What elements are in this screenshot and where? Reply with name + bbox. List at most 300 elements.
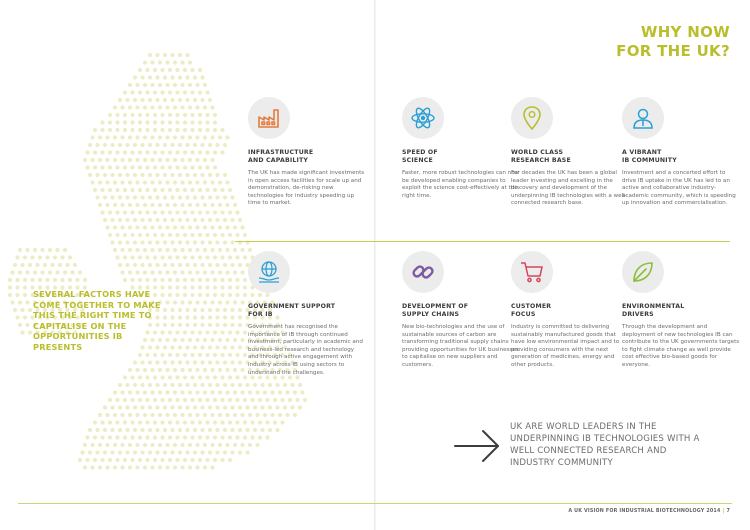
map-dot (175, 375, 179, 379)
map-dot (243, 398, 247, 402)
map-dot (145, 398, 149, 402)
map-dot (235, 398, 239, 402)
map-dot (225, 390, 229, 394)
map-dot (15, 315, 19, 319)
map-dot (135, 225, 139, 229)
map-dot (235, 233, 239, 237)
map-dot (143, 158, 147, 162)
key-statement: UK ARE WORLD LEADERS IN THE UNDERPINNING IB TECHNOLOGIES WITH A WELL CONNECTED RESEARCH AND INDUSTRY COMMUNITY (510, 422, 700, 468)
card-title-line: ENVIRONMENTAL (622, 303, 685, 310)
map-dot (108, 458, 112, 462)
map-dot (160, 398, 164, 402)
map-dot (195, 248, 199, 252)
map-dot (198, 128, 202, 132)
map-dot (215, 323, 219, 327)
map-dot (170, 315, 174, 319)
map-dot (198, 68, 202, 72)
map-dot (25, 248, 29, 252)
map-dot (213, 255, 217, 259)
map-dot (98, 135, 102, 139)
map-dot (98, 203, 102, 207)
map-dot (88, 143, 92, 147)
map-dot (215, 428, 219, 432)
map-dot (143, 83, 147, 87)
map-dot (205, 420, 209, 424)
map-dot (243, 420, 247, 424)
map-dot (163, 428, 167, 432)
map-dot (168, 278, 172, 282)
map-dot (138, 210, 142, 214)
map-dot (168, 68, 172, 72)
map-dot (95, 450, 99, 454)
map-dot (193, 143, 197, 147)
map-dot (138, 68, 142, 72)
map-dot (108, 210, 112, 214)
card-title-line: DRIVERS (622, 311, 654, 318)
map-dot (155, 240, 159, 244)
map-dot (100, 210, 104, 214)
map-dot (160, 120, 164, 124)
map-dot (165, 443, 169, 447)
map-dot (98, 158, 102, 162)
map-dot (165, 338, 169, 342)
map-dot (143, 413, 147, 417)
map-dot (215, 315, 219, 319)
map-dot (230, 308, 234, 312)
map-dot (235, 285, 239, 289)
map-dot (205, 458, 209, 462)
map-dot (198, 90, 202, 94)
map-dot (48, 270, 52, 274)
card-body: New bio-technologies and the use of sustainable sources of carbon are transforming traditional supply chains providing opportunities for UK businesses to capitalise on new suppliers and customers. (402, 324, 519, 368)
map-dot (185, 428, 189, 432)
map-dot (135, 105, 139, 109)
map-dot (130, 458, 134, 462)
map-dot (180, 225, 184, 229)
map-dot (135, 465, 139, 469)
map-dot (180, 270, 184, 274)
map-dot (98, 180, 102, 184)
map-dot (185, 450, 189, 454)
map-dot (103, 450, 107, 454)
map-dot (238, 405, 242, 409)
map-dot (130, 150, 134, 154)
map-dot (180, 60, 184, 64)
map-dot (168, 420, 172, 424)
map-dot (113, 248, 117, 252)
map-dot (40, 270, 44, 274)
map-dot (190, 210, 194, 214)
map-dot (175, 435, 179, 439)
map-dot (158, 368, 162, 372)
map-dot (195, 105, 199, 109)
map-dot (200, 315, 204, 319)
map-dot (58, 263, 62, 267)
map-dot (230, 240, 234, 244)
map-dot (128, 135, 132, 139)
map-dot (45, 255, 49, 259)
map-dot (218, 248, 222, 252)
map-dot (220, 278, 224, 282)
map-dot (85, 165, 89, 169)
map-dot (213, 330, 217, 334)
map-dot (235, 375, 239, 379)
map-dot (103, 218, 107, 222)
map-dot (238, 218, 242, 222)
map-dot (193, 75, 197, 79)
map-dot (195, 300, 199, 304)
map-dot (180, 443, 184, 447)
map-dot (175, 68, 179, 72)
atom-icon (410, 105, 436, 131)
map-dot (165, 465, 169, 469)
map-dot (180, 338, 184, 342)
map-dot (183, 293, 187, 297)
map-dot (125, 450, 129, 454)
map-dot (215, 173, 219, 177)
map-dot (108, 165, 112, 169)
map-dot (148, 405, 152, 409)
map-dot (188, 60, 192, 64)
arrow-right-icon (453, 429, 501, 463)
map-dot (230, 218, 234, 222)
map-dot (175, 150, 179, 154)
map-dot (128, 413, 132, 417)
map-dot (120, 158, 124, 162)
map-dot (123, 233, 127, 237)
map-dot (230, 323, 234, 327)
map-dot (165, 60, 169, 64)
map-dot (225, 368, 229, 372)
map-dot (178, 218, 182, 222)
map-dot (128, 203, 132, 207)
map-dot (203, 203, 207, 207)
map-dot (200, 308, 204, 312)
map-dot (173, 225, 177, 229)
map-dot (65, 263, 69, 267)
map-dot (160, 150, 164, 154)
map-dot (258, 435, 262, 439)
map-dot (143, 248, 147, 252)
map-dot (208, 195, 212, 199)
map-dot (183, 458, 187, 462)
globe-hand-icon (256, 259, 282, 285)
map-dot (155, 263, 159, 267)
map-dot (210, 465, 214, 469)
map-dot (108, 113, 112, 117)
map-dot (160, 233, 164, 237)
map-dot (138, 398, 142, 402)
map-dot (225, 443, 229, 447)
map-dot (190, 255, 194, 259)
icon-badge (248, 251, 290, 293)
map-dot (175, 188, 179, 192)
map-dot (148, 428, 152, 432)
map-dot (228, 398, 232, 402)
map-dot (115, 128, 119, 132)
map-dot (145, 255, 149, 259)
map-dot (180, 368, 184, 372)
left-callout: SEVERAL FACTORS HAVE COME TOGETHER TO MAKE THIS THE RIGHT TIME TO CAPITALISE ON THE OPPORTUNITIES IB PRESENTS (33, 289, 161, 352)
map-dot (178, 263, 182, 267)
map-dot (258, 420, 262, 424)
map-dot (153, 398, 157, 402)
map-dot (213, 165, 217, 169)
map-dot (190, 278, 194, 282)
map-dot (133, 75, 137, 79)
map-dot (165, 225, 169, 229)
map-dot (75, 278, 79, 282)
map-dot (210, 270, 214, 274)
map-dot (23, 255, 27, 259)
map-dot (168, 128, 172, 132)
map-dot (195, 180, 199, 184)
map-dot (113, 413, 117, 417)
map-dot (113, 135, 117, 139)
map-dot (125, 218, 129, 222)
icon-badge (511, 97, 553, 139)
footer-title: A UK VISION FOR INDUSTRIAL BIOTECHNOLOGY 2014 (568, 509, 721, 514)
map-dot (223, 345, 227, 349)
map-dot (228, 420, 232, 424)
map-dot (40, 248, 44, 252)
map-dot (255, 390, 259, 394)
map-dot (125, 195, 129, 199)
map-dot (63, 270, 67, 274)
map-dot (163, 323, 167, 327)
map-dot (213, 278, 217, 282)
map-dot (120, 105, 124, 109)
map-dot (170, 143, 174, 147)
map-dot (153, 435, 157, 439)
heading-line-1: WHY NOW (640, 23, 730, 41)
map-dot (223, 450, 227, 454)
map-dot (163, 173, 167, 177)
map-dot (198, 420, 202, 424)
card-supply-chains (402, 251, 520, 370)
map-dot (143, 465, 147, 469)
map-dot (120, 203, 124, 207)
map-dot (110, 450, 114, 454)
map-dot (210, 390, 214, 394)
icon-badge (402, 97, 444, 139)
map-dot (198, 285, 202, 289)
map-dot (175, 278, 179, 282)
map-dot (235, 210, 239, 214)
map-dot (240, 413, 244, 417)
map-dot (143, 203, 147, 207)
map-dot (30, 278, 34, 282)
map-dot (153, 375, 157, 379)
map-dot (133, 240, 137, 244)
map-dot (230, 405, 234, 409)
map-dot (160, 278, 164, 282)
map-dot (205, 150, 209, 154)
map-dot (158, 270, 162, 274)
map-dot (148, 75, 152, 79)
map-dot (48, 248, 52, 252)
map-dot (285, 390, 289, 394)
map-dot (193, 345, 197, 349)
map-dot (220, 188, 224, 192)
map-dot (158, 465, 162, 469)
map-dot (168, 113, 172, 117)
map-dot (168, 233, 172, 237)
map-dot (78, 458, 82, 462)
map-dot (153, 120, 157, 124)
map-dot (183, 278, 187, 282)
map-dot (60, 255, 64, 259)
map-dot (145, 233, 149, 237)
map-dot (140, 428, 144, 432)
map-dot (105, 413, 109, 417)
map-dot (105, 465, 109, 469)
map-dot (163, 75, 167, 79)
icon-badge (622, 251, 664, 293)
map-dot (173, 368, 177, 372)
map-dot (205, 90, 209, 94)
map-dot (113, 443, 117, 447)
map-dot (103, 428, 107, 432)
map-dot (190, 285, 194, 289)
map-dot (128, 390, 132, 394)
map-dot (220, 285, 224, 289)
map-dot (108, 120, 112, 124)
map-dot (175, 90, 179, 94)
heading-line-2: FOR THE UK? (616, 42, 730, 60)
map-dot (188, 105, 192, 109)
map-dot (178, 75, 182, 79)
map-dot (210, 158, 214, 162)
map-dot (115, 435, 119, 439)
map-dot (160, 255, 164, 259)
map-dot (228, 353, 232, 357)
map-dot (168, 330, 172, 334)
map-dot (180, 180, 184, 184)
map-dot (193, 98, 197, 102)
map-dot (93, 165, 97, 169)
map-dot (23, 315, 27, 319)
map-dot (240, 300, 244, 304)
map-dot (155, 405, 159, 409)
map-dot (215, 345, 219, 349)
map-dot (150, 443, 154, 447)
map-dot (125, 263, 129, 267)
map-dot (175, 210, 179, 214)
map-dot (198, 458, 202, 462)
map-dot (185, 383, 189, 387)
map-dot (15, 278, 19, 282)
map-dot (158, 180, 162, 184)
map-dot (223, 173, 227, 177)
map-dot (220, 255, 224, 259)
map-dot (105, 180, 109, 184)
map-dot (10, 300, 14, 304)
map-dot (178, 450, 182, 454)
map-dot (135, 368, 139, 372)
map-dot (133, 383, 137, 387)
map-dot (150, 368, 154, 372)
map-dot (113, 105, 117, 109)
map-dot (228, 330, 232, 334)
map-dot (130, 398, 134, 402)
map-dot (118, 98, 122, 102)
map-dot (293, 390, 297, 394)
map-dot (138, 435, 142, 439)
map-dot (123, 435, 127, 439)
map-dot (125, 405, 129, 409)
map-dot (168, 435, 172, 439)
map-dot (145, 113, 149, 117)
map-dot (188, 135, 192, 139)
map-dot (235, 255, 239, 259)
map-dot (115, 458, 119, 462)
map-dot (28, 330, 32, 334)
map-dot (145, 375, 149, 379)
map-dot (163, 450, 167, 454)
map-dot (123, 398, 127, 402)
map-dot (160, 188, 164, 192)
map-dot (225, 300, 229, 304)
map-dot (210, 135, 214, 139)
map-dot (110, 143, 114, 147)
map-dot (165, 390, 169, 394)
map-dot (193, 360, 197, 364)
map-dot (100, 150, 104, 154)
map-dot (198, 398, 202, 402)
map-dot (150, 225, 154, 229)
map-dot (113, 465, 117, 469)
map-dot (210, 338, 214, 342)
map-dot (110, 195, 114, 199)
map-dot (155, 450, 159, 454)
map-dot (120, 465, 124, 469)
map-dot (220, 435, 224, 439)
map-dot (183, 375, 187, 379)
map-dot (155, 218, 159, 222)
map-dot (183, 398, 187, 402)
map-dot (235, 420, 239, 424)
map-dot (93, 420, 97, 424)
map-dot (113, 390, 117, 394)
map-dot (228, 278, 232, 282)
map-dot (238, 450, 242, 454)
map-dot (240, 248, 244, 252)
card-body: The UK has made significant investments in open access facilities for scale up and demonstration, de-risking new technologies for industry speeding up time to market. (248, 170, 365, 207)
map-dot (140, 75, 144, 79)
map-dot (180, 203, 184, 207)
map-dot (250, 435, 254, 439)
map-dot (173, 158, 177, 162)
map-dot (240, 225, 244, 229)
map-dot (168, 165, 172, 169)
map-dot (145, 68, 149, 72)
map-dot (170, 428, 174, 432)
map-dot (235, 353, 239, 357)
map-dot (188, 390, 192, 394)
map-dot (218, 135, 222, 139)
map-dot (108, 420, 112, 424)
map-dot (153, 128, 157, 132)
map-dot (165, 83, 169, 87)
map-dot (243, 353, 247, 357)
map-dot (178, 173, 182, 177)
map-dot (193, 173, 197, 177)
map-dot (138, 233, 142, 237)
map-dot (268, 428, 272, 432)
map-dot (135, 390, 139, 394)
map-dot (183, 188, 187, 192)
